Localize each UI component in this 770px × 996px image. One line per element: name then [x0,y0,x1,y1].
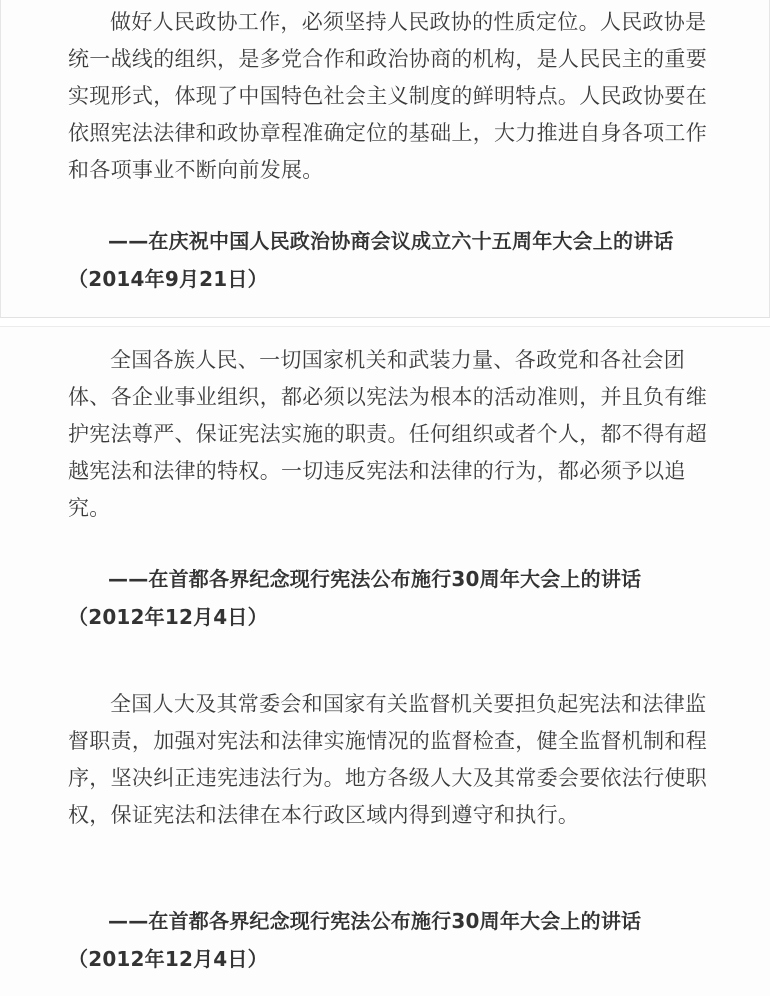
section-1-paragraph: 做好人民政协工作，必须坚持人民政协的性质定位。人民政协是统一战线的组织，是多党合作和政治协商的机构，是人民民主的重要实现形式，体现了中国特色社会主义制度的鲜明特点。人民政协要在依照宪法法律和政协章程准确定位的基础上，大力推进自身各项工作和各项事业不断向前发展。 [68,10,707,182]
section-1-source: ——在庆祝中国人民政治协商会议成立六十五周年大会上的讲话（2014年9月21日） [68,229,674,291]
section-2-paragraph: 全国各族人民、一切国家机关和武装力量、各政党和各社会团体、各企业事业组织，都必须以宪法为根本的活动准则，并且负有维护宪法尊严、保证宪法实施的职责。任何组织或者个人，都不得有超越宪法和法律的特权。一切违反宪法和法律的行为，都必须予以追究。 [68,348,707,520]
section-3-paragraph: 全国人大及其常委会和国家有关监督机关要担负起宪法和法律监督职责，加强对宪法和法律实施情况的监督检查，健全监督机制和程序，坚决纠正违宪违法行为。地方各级人大及其常委会要依法行使职权，保证宪法和法律在本行政区域内得到遵守和执行。 [68,692,707,827]
section-2-source: ——在首都各界纪念现行宪法公布施行30周年大会上的讲话（2012年12月4日） [68,567,642,629]
card-divider [0,318,770,326]
section-3-source: ——在首都各界纪念现行宪法公布施行30周年大会上的讲话（2012年12月4日） [68,909,642,971]
